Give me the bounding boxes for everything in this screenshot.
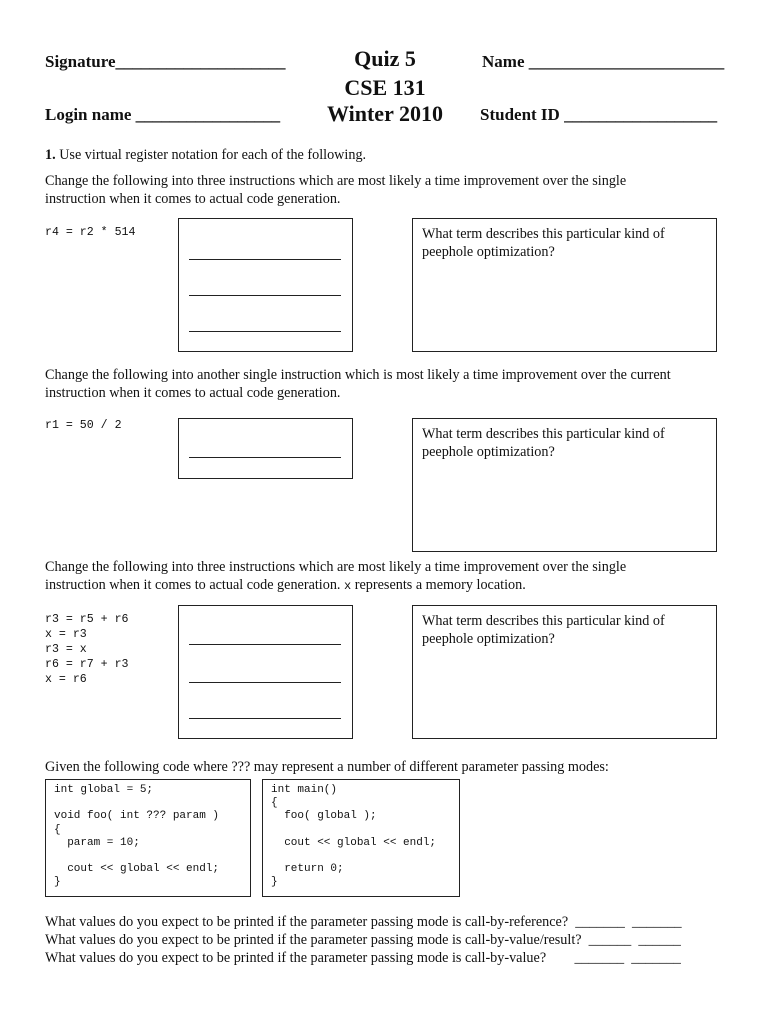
part-b-term-question: What term describes this particular kind of peephole optimization? — [422, 426, 665, 460]
question-call-by-value-result[interactable]: What values do you expect to be printed if the parameter passing mode is call-by-value/result? ______ ______ — [45, 932, 681, 948]
student-id-field[interactable]: Student ID __________________ — [480, 105, 718, 124]
part-c-instruction — [45, 558, 626, 594]
part-a-term-box[interactable] — [412, 218, 717, 352]
part-c-line2-code: x — [344, 579, 352, 593]
part-b-instruction-line2: instruction when it comes to actual code generation. — [45, 385, 341, 401]
question-call-by-value[interactable]: What values do you expect to be printed if the parameter passing mode is call-by-value? _______ _______ — [45, 950, 681, 966]
part-a-instruction-line2: instruction when it comes to actual code generation. — [45, 191, 341, 207]
answer-line-3[interactable] — [189, 718, 341, 719]
part-a-answer-box[interactable] — [178, 218, 353, 352]
name-field[interactable]: Name _______________________ — [482, 52, 725, 71]
question-1-intro — [45, 146, 366, 164]
part-c-answer-box[interactable] — [178, 605, 353, 739]
question-number: 1. — [45, 147, 56, 163]
signature-field[interactable]: Signature____________________ — [45, 52, 286, 71]
part-c-instruction-line2 — [45, 576, 626, 594]
code-listing-foo — [45, 779, 251, 897]
answer-line-2[interactable] — [189, 295, 341, 296]
part-b-answer-box[interactable] — [178, 418, 353, 479]
part-c-term-question: What term describes this particular kind of peephole optimization? — [422, 613, 665, 647]
answer-line-2[interactable] — [189, 682, 341, 683]
quiz-title: Quiz 5 — [354, 46, 416, 71]
part-b-instruction-line1: Change the following into another single instruction which is most likely a time improvement over the current — [45, 367, 671, 383]
login-name-field[interactable]: Login name _________________ — [45, 105, 281, 124]
part-b-instruction — [45, 366, 671, 402]
question-call-by-reference[interactable]: What values do you expect to be printed if the parameter passing mode is call-by-reference? _______ _______ — [45, 914, 682, 930]
term-title: Winter 2010 — [327, 101, 443, 126]
part-c-line2-text: instruction when it comes to actual code generation. — [45, 577, 345, 593]
part-b-code: r1 = 50 / 2 — [45, 419, 122, 432]
part-c-instruction-line1: Change the following into three instructions which are most likely a time improvement over the single — [45, 559, 627, 575]
answer-line-1[interactable] — [189, 644, 341, 645]
code-listing-foo-text: int global = 5; void foo( int ??? param ) { param = 10; cout << global << endl; } — [54, 784, 220, 889]
answer-line-1[interactable] — [189, 259, 341, 260]
part-a-instruction — [45, 172, 626, 208]
course-title: CSE 131 — [344, 75, 426, 100]
question-intro-text: Use virtual register notation for each of the following. — [55, 147, 367, 163]
answer-line-3[interactable] — [189, 331, 341, 332]
part-a-instruction-line1: Change the following into three instructions which are most likely a time improvement over the single — [45, 173, 627, 189]
part-b-term-box[interactable] — [412, 418, 717, 552]
part-c-line2-tail: represents a memory location. — [351, 577, 526, 593]
part-a-term-question: What term describes this particular kind of peephole optimization? — [422, 226, 665, 260]
part-a-code: r4 = r2 * 514 — [45, 226, 136, 239]
part-c-term-box[interactable] — [412, 605, 717, 739]
code-listing-main-text: int main() { foo( global ); cout << global << endl; return 0; } — [271, 784, 437, 889]
code-listing-main — [262, 779, 460, 897]
part-d-instruction: Given the following code where ??? may represent a number of different parameter passing modes: — [45, 759, 609, 775]
part-c-code: r3 = r5 + r6 x = r3 r3 = x r6 = r7 + r3 x = r6 — [45, 613, 129, 686]
answer-line-1[interactable] — [189, 457, 341, 458]
